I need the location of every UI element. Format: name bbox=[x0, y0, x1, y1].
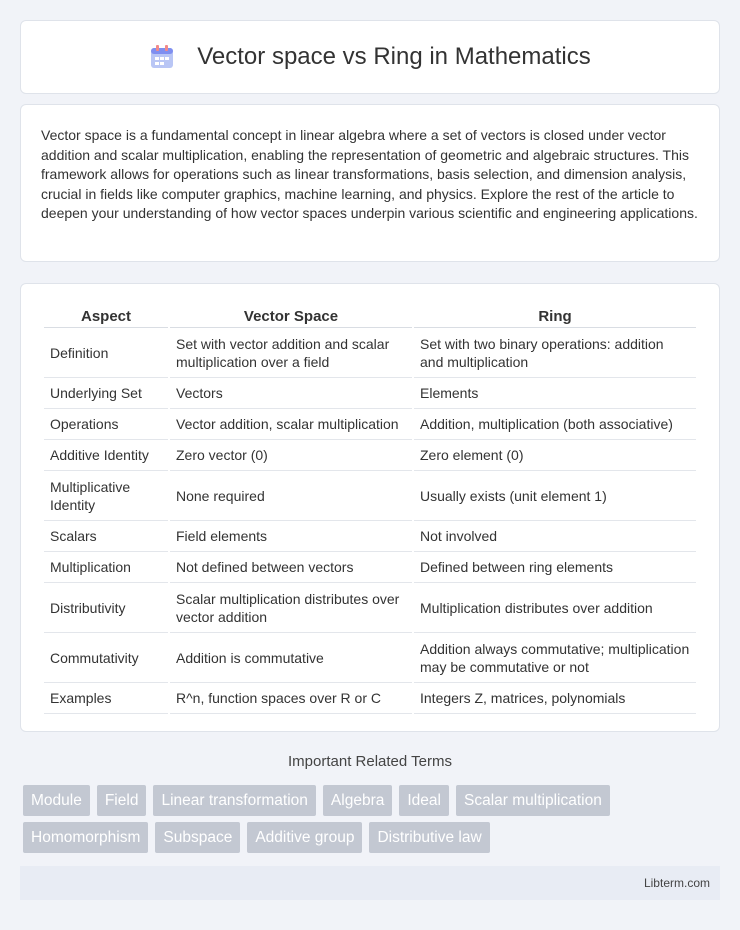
table-row bbox=[44, 683, 696, 714]
table-cell: Not defined between vectors bbox=[170, 552, 412, 583]
calendar-icon bbox=[149, 44, 175, 70]
table-cell: Distributivity bbox=[44, 583, 168, 633]
related-terms-heading: Important Related Terms bbox=[288, 753, 452, 770]
table-cell: Field elements bbox=[170, 521, 412, 552]
tag-row bbox=[23, 822, 723, 853]
table-cell: Scalars bbox=[44, 521, 168, 552]
table-cell: Commutativity bbox=[44, 633, 168, 683]
tag-additive-group[interactable]: Additive group bbox=[247, 822, 362, 853]
comparison-card bbox=[20, 283, 720, 732]
intro-card bbox=[20, 104, 720, 262]
page-title: Vector space vs Ring in Mathematics bbox=[197, 43, 591, 70]
table-cell: Multiplicative Identity bbox=[44, 471, 168, 521]
intro-paragraph: Vector space is a fundamental concept in linear algebra where a set of vectors is closed under vector addition and scalar multiplication, enabling the representation of geometric and algebraic structures. This framework allows for operations such as linear transformations, basis selection, and dimension analysis, crucial in fields like computer graphics, machine learning, and physics. Explore the rest of the article to deepen your understanding of how vector spaces underpin various scientific and engineering applications. bbox=[41, 127, 698, 221]
table-cell: Multiplication distributes over addition bbox=[414, 583, 696, 633]
footer bbox=[20, 866, 720, 900]
tag-linear-transformation[interactable]: Linear transformation bbox=[153, 785, 315, 816]
table-row bbox=[44, 552, 696, 583]
table-cell: Addition always commutative; multiplication may be commutative or not bbox=[414, 633, 696, 683]
related-terms-list bbox=[23, 785, 723, 859]
table-row bbox=[44, 583, 696, 633]
tag-algebra[interactable]: Algebra bbox=[323, 785, 392, 816]
table-header-row bbox=[44, 306, 696, 328]
table-cell: Zero element (0) bbox=[414, 440, 696, 471]
table-cell: Examples bbox=[44, 683, 168, 714]
table-cell: Integers Z, matrices, polynomials bbox=[414, 683, 696, 714]
table-cell: Not involved bbox=[414, 521, 696, 552]
table-cell: R^n, function spaces over R or C bbox=[170, 683, 412, 714]
tag-distributive-law[interactable]: Distributive law bbox=[369, 822, 489, 853]
footer-brand-link[interactable]: Libterm.com bbox=[643, 876, 710, 890]
comparison-table bbox=[42, 306, 698, 714]
table-cell: Vector addition, scalar multiplication bbox=[170, 409, 412, 440]
table-cell: Defined between ring elements bbox=[414, 552, 696, 583]
table-cell: Additive Identity bbox=[44, 440, 168, 471]
column-header-ring: Ring bbox=[414, 306, 696, 328]
table-row bbox=[44, 409, 696, 440]
table-cell: Scalar multiplication distributes over vector addition bbox=[170, 583, 412, 633]
tag-row bbox=[23, 785, 723, 816]
table-row bbox=[44, 328, 696, 378]
table-cell: Multiplication bbox=[44, 552, 168, 583]
table-row bbox=[44, 378, 696, 409]
column-header-vector-space: Vector Space bbox=[170, 306, 412, 328]
tag-ideal[interactable]: Ideal bbox=[399, 785, 449, 816]
table-cell: Underlying Set bbox=[44, 378, 168, 409]
table-cell: Set with vector addition and scalar multiplication over a field bbox=[170, 328, 412, 378]
table-cell: Zero vector (0) bbox=[170, 440, 412, 471]
table-cell: Vectors bbox=[170, 378, 412, 409]
header-card bbox=[20, 20, 720, 94]
table-cell: None required bbox=[170, 471, 412, 521]
table-cell: Definition bbox=[44, 328, 168, 378]
table-cell: Operations bbox=[44, 409, 168, 440]
table-cell: Set with two binary operations: addition and multiplication bbox=[414, 328, 696, 378]
table-row bbox=[44, 471, 696, 521]
table-cell: Addition, multiplication (both associative) bbox=[414, 409, 696, 440]
table-row bbox=[44, 440, 696, 471]
tag-homomorphism[interactable]: Homomorphism bbox=[23, 822, 148, 853]
table-cell: Elements bbox=[414, 378, 696, 409]
tag-scalar-multiplication[interactable]: Scalar multiplication bbox=[456, 785, 610, 816]
tag-subspace[interactable]: Subspace bbox=[155, 822, 240, 853]
column-header-aspect: Aspect bbox=[44, 306, 168, 328]
table-cell: Addition is commutative bbox=[170, 633, 412, 683]
tag-field[interactable]: Field bbox=[97, 785, 147, 816]
tag-module[interactable]: Module bbox=[23, 785, 90, 816]
table-cell: Usually exists (unit element 1) bbox=[414, 471, 696, 521]
table-row bbox=[44, 521, 696, 552]
table-row bbox=[44, 633, 696, 683]
